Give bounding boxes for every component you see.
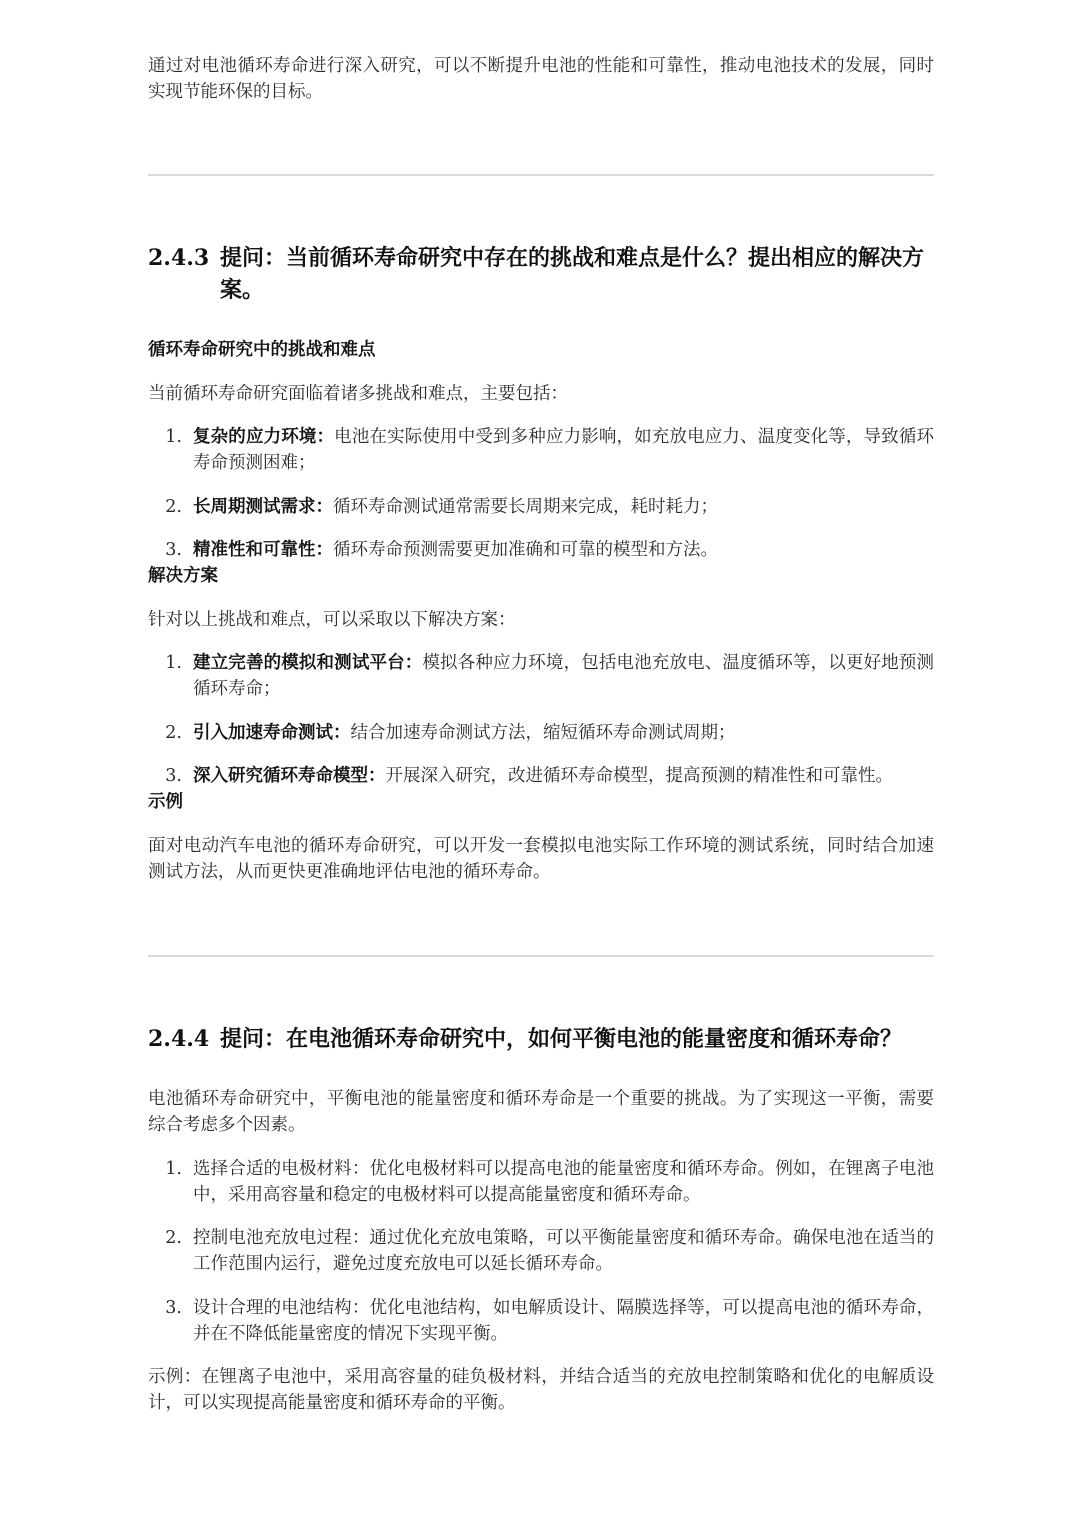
section-title: 提问：当前循环寿命研究中存在的挑战和难点是什么？提出相应的解决方案。 (220, 245, 925, 303)
list-item-text: 优化电池结构，如电解质设计、隔膜选择等，可以提高电池的循环寿命，并在不降低能量密度的情况下实现平衡。 (193, 1297, 935, 1344)
list-marker: 2. (165, 722, 182, 743)
list-item-body (193, 494, 934, 520)
list-item-body (193, 1156, 934, 1208)
example-paragraph: 面对电动汽车电池的循环寿命研究，可以开发一套模拟电池实际工作环境的测试系统，同时结合加速测试方法，从而更快更准确地评估电池的循环寿命。 (148, 835, 934, 882)
list-item-label: 设计合理的电池结构： (193, 1297, 370, 1318)
list-item (148, 494, 934, 520)
list-item-body (193, 424, 934, 476)
list-item-text: 结合加速寿命测试方法，缩短循环寿命测试周期； (350, 722, 736, 743)
list-item (148, 720, 934, 746)
list-item-body (193, 1295, 934, 1347)
section-heading-2-4-4 (148, 1023, 934, 1055)
list-item-body (193, 763, 934, 789)
list-item-label: 精准性和可靠性： (193, 540, 333, 560)
list-item (148, 1225, 934, 1277)
example-paragraph (148, 1364, 934, 1416)
list-marker: 3. (165, 1297, 182, 1318)
list-item (148, 650, 934, 702)
list-item-text: 循环寿命测试通常需要长周期来完成，耗时耗力； (333, 496, 718, 517)
list-marker: 1. (165, 653, 182, 673)
section-number: 2.4.4 (148, 1025, 210, 1052)
section-title: 提问：在电池循环寿命研究中，如何平衡电池的能量密度和循环寿命？ (220, 1025, 903, 1052)
document-content (148, 53, 934, 1416)
solutions-intro: 针对以上挑战和难点，可以采取以下解决方案： (148, 609, 516, 630)
section-number: 2.4.3 (148, 245, 210, 271)
section-divider (148, 174, 934, 176)
list-item-text: 模拟各种应力环境，包括电池充放电、温度循环等，以更好地预测循环寿命； (193, 653, 935, 699)
list-item (148, 537, 934, 563)
list-item-label: 选择合适的电极材料： (193, 1158, 370, 1179)
list-item (148, 1156, 934, 1208)
list-item-label: 复杂的应力环境： (193, 427, 335, 447)
list-item-text: 电池在实际使用中受到多种应力影响，如充放电应力、温度变化等，导致循环寿命预测困难； (193, 427, 934, 473)
section-heading-2-4-3 (148, 242, 934, 306)
list-item-body (193, 650, 934, 702)
example-label: 示例： (148, 1367, 202, 1387)
list-item-label: 长周期测试需求： (193, 496, 333, 517)
list-item-text: 通过优化充放电策略，可以平衡能量密度和循环寿命。确保电池在适当的工作范围内运行，避免过度充放电可以延长循环寿命。 (193, 1228, 935, 1274)
list-item-label: 控制电池充放电过程： (193, 1228, 370, 1248)
list-item-label: 深入研究循环寿命模型： (193, 766, 386, 786)
list-marker: 1. (165, 1158, 182, 1179)
list-item (148, 1295, 934, 1347)
section-intro-paragraph: 电池循环寿命研究中，平衡电池的能量密度和循环寿命是一个重要的挑战。为了实现这一平衡，需要综合考虑多个因素。 (148, 1089, 934, 1135)
list-item-text: 开展深入研究，改进循环寿命模型，提高预测的精准性和可靠性。 (385, 766, 893, 786)
list-item-text: 优化电极材料可以提高电池的能量密度和循环寿命。例如，在锂离子电池中，采用高容量和稳定的电极材料可以提高能量密度和循环寿命。 (193, 1158, 935, 1205)
list-item-body (193, 1225, 934, 1277)
section-divider (148, 955, 934, 957)
list-marker: 3. (165, 766, 182, 786)
list-marker: 2. (165, 496, 182, 517)
example-text: 在锂离子电池中，采用高容量的硅负极材料，并结合适当的充放电控制策略和优化的电解质设计，可以实现提高能量密度和循环寿命的平衡。 (148, 1367, 935, 1413)
list-item (148, 763, 934, 789)
challenges-intro: 当前循环寿命研究面临着诸多挑战和难点，主要包括： (148, 383, 568, 404)
challenges-heading: 循环寿命研究中的挑战和难点 (148, 340, 376, 360)
list-marker: 2. (165, 1228, 182, 1248)
list-item-body (193, 537, 934, 563)
list-item-body (193, 720, 934, 746)
example-heading: 示例 (148, 792, 183, 812)
list-marker: 3. (165, 540, 182, 560)
list-item-label: 引入加速寿命测试： (193, 722, 351, 743)
list-item (148, 424, 934, 476)
list-item-text: 循环寿命预测需要更加准确和可靠的模型和方法。 (333, 540, 718, 560)
list-marker: 1. (165, 427, 182, 447)
solutions-heading: 解决方案 (148, 566, 218, 586)
list-item-label: 建立完善的模拟和测试平台： (193, 653, 423, 673)
intro-paragraph: 通过对电池循环寿命进行深入研究，可以不断提升电池的性能和可靠性，推动电池技术的发展，同时实现节能环保的目标。 (148, 56, 934, 102)
